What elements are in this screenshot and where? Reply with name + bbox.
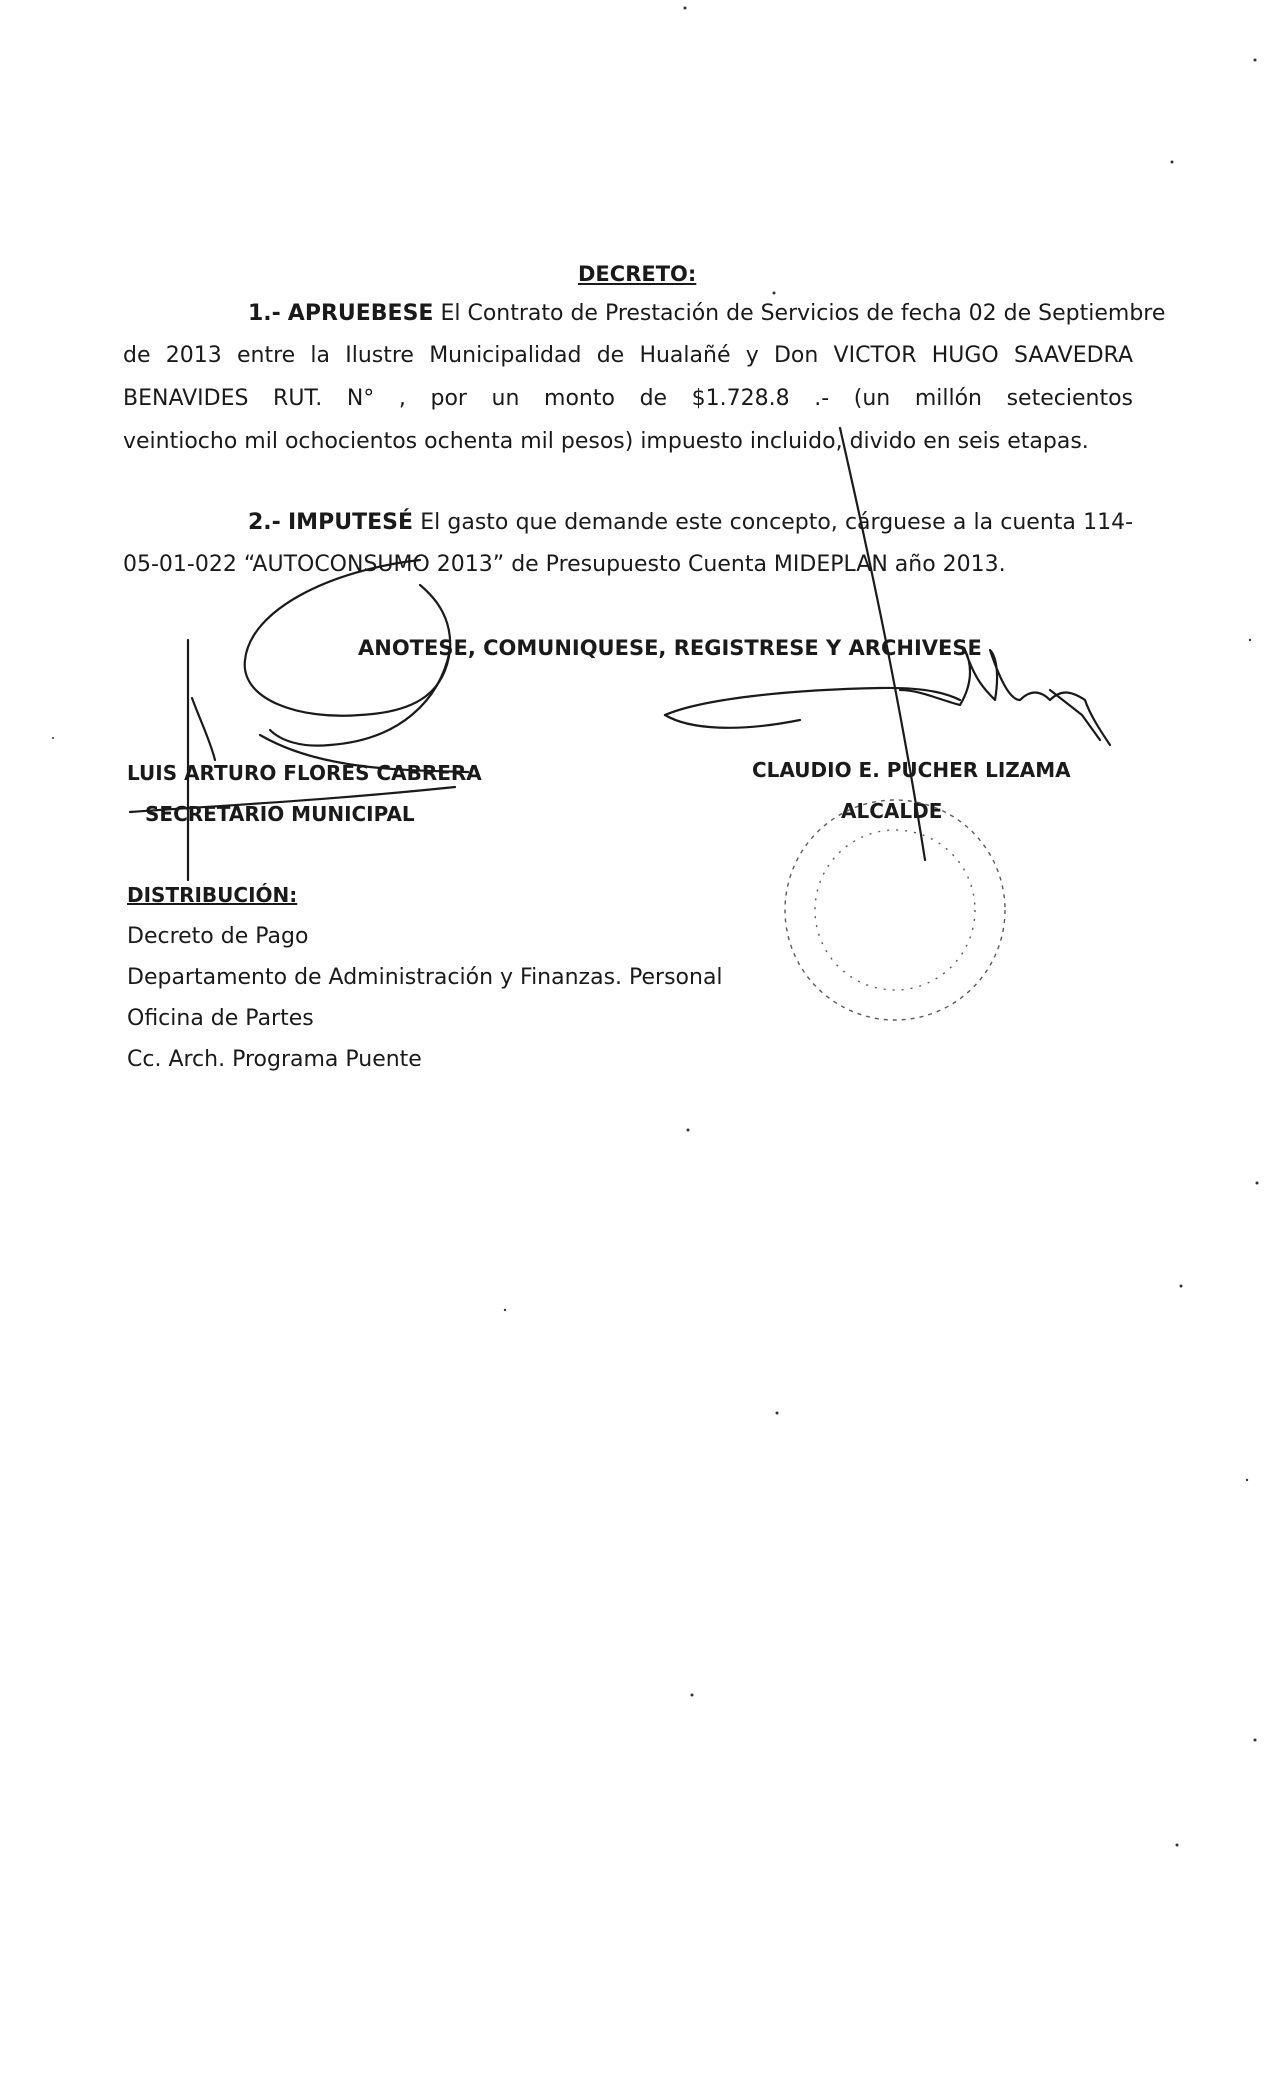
item1-keyword: APRUEBESE <box>287 301 434 326</box>
item2-line2: 05-01-022 “AUTOCONSUMO 2013” de Presupuesto Cuenta MIDEPLAN año 2013. <box>123 552 1006 577</box>
left-signatory-name: LUIS ARTURO FLORES CABRERA <box>127 761 482 785</box>
distribution-item: Departamento de Administración y Finanzas. Personal <box>127 965 723 990</box>
item2-line1-text: El gasto que demande este concepto, cárguese a la cuenta 114- <box>420 510 1134 535</box>
item2-number: 2.- <box>248 510 281 535</box>
distribution-title: DISTRIBUCIÓN: <box>127 883 298 907</box>
distribution-item: Cc. Arch. Programa Puente <box>127 1047 422 1072</box>
item2-keyword: IMPUTESÉ <box>288 510 413 535</box>
right-signatory-role: ALCALDE <box>841 799 943 823</box>
distribution-item: Oficina de Partes <box>127 1006 314 1031</box>
item1-line3: BENAVIDES RUT. N° , por un monto de $1.728.8 .- (un millón setecientos <box>123 386 1133 411</box>
left-signature-mark <box>270 650 450 746</box>
distribution-item: Decreto de Pago <box>127 924 309 949</box>
item1-line2: de 2013 entre la Ilustre Municipalidad de Hualañé y Don VICTOR HUGO SAAVEDRA <box>123 343 1133 368</box>
item1-line1-text: El Contrato de Prestación de Servicios de fecha 02 de Septiembre <box>440 301 1166 326</box>
item2-line1 <box>248 510 1133 535</box>
right-signatory-name: CLAUDIO E. PUCHER LIZAMA <box>752 758 1071 782</box>
seal-stamp <box>785 800 1005 1020</box>
item1-line1 <box>248 301 1166 326</box>
closing-formula: ANOTESE, COMUNIQUESE, REGISTRESE Y ARCHIVESE <box>358 636 982 660</box>
item1-number: 1.- <box>248 301 281 326</box>
decree-title: DECRETO: <box>578 262 697 286</box>
item1-line4: veintiocho mil ochocientos ochenta mil pesos) impuesto incluido, divido en seis etapas. <box>123 429 1089 454</box>
left-signatory-role: SECRETARIO MUNICIPAL <box>145 802 415 826</box>
